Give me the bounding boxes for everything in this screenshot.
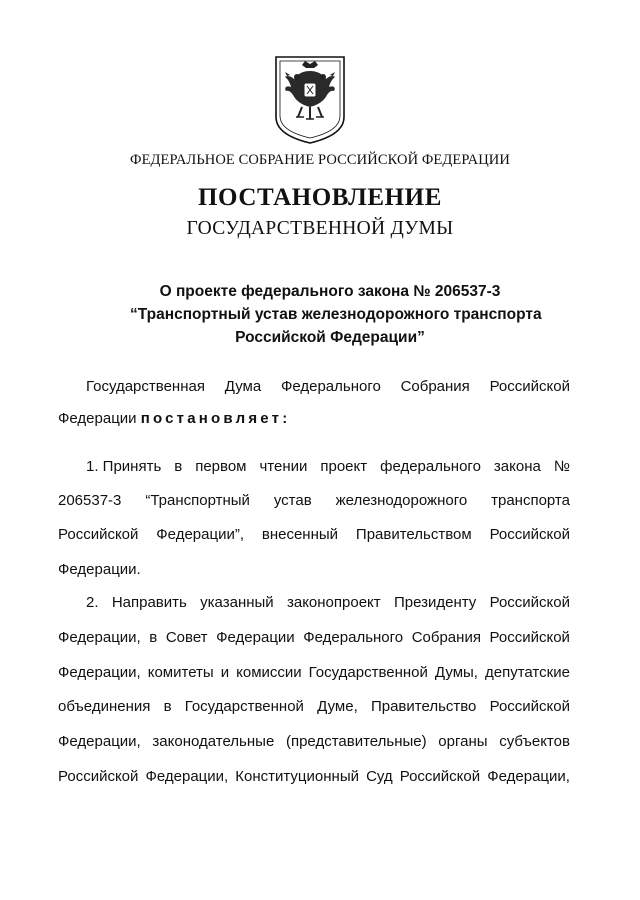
item-1-line: [58, 492, 570, 512]
word: Суд: [366, 768, 393, 785]
word: Российской: [58, 768, 139, 785]
word: 1. Принять: [86, 458, 162, 475]
word: законодательные: [152, 733, 275, 750]
item-2-line: [58, 629, 570, 649]
document-subject: [130, 280, 542, 349]
word: Думе,: [317, 698, 358, 715]
word: Федерации: [216, 629, 295, 646]
double-headed-eagle-icon: [274, 55, 346, 145]
word: Государственной: [308, 664, 428, 681]
word: первом: [195, 458, 247, 475]
word: Совет: [165, 629, 208, 646]
subject-line: Российской Федерации”: [235, 329, 425, 346]
word: Думы,: [434, 664, 478, 681]
word: 206537-3: [58, 492, 122, 509]
word: указанный: [200, 594, 274, 611]
word: и: [220, 664, 230, 681]
word: (представительные): [285, 733, 427, 750]
word: Федерации,: [487, 768, 570, 785]
word: Конституционный: [235, 768, 359, 785]
word: Государственной: [184, 698, 304, 715]
document-type-title: ПОСТАНОВЛЕНИЕ: [197, 184, 443, 211]
word: Российской: [489, 629, 570, 646]
word: внесенный: [261, 526, 339, 543]
word: Направить: [111, 594, 187, 611]
word: Федерации,: [58, 629, 141, 646]
item-1-line: [86, 458, 570, 478]
word: Федерации,: [58, 664, 141, 681]
word: проект: [320, 458, 368, 475]
word: Федерации”,: [156, 526, 244, 543]
item-2-line: [58, 698, 570, 718]
item-1-line: [58, 561, 570, 581]
word: Собрания: [411, 629, 481, 646]
word: Правительство: [370, 698, 477, 715]
word: закона: [493, 458, 541, 475]
subject-line: О проекте федерального закона № 206537-3: [159, 283, 501, 300]
resolution-verb: постановляет:: [140, 410, 291, 427]
word: в: [163, 698, 172, 715]
word: субъектов: [499, 733, 570, 750]
word: чтении: [259, 458, 308, 475]
organization-heading: ФЕДЕРАЛЬНОЕ СОБРАНИЕ РОССИЙСКОЙ ФЕДЕРАЦИИ: [130, 152, 510, 168]
word: устав: [273, 492, 312, 509]
word: в: [149, 629, 158, 646]
word: Федерации,: [58, 733, 141, 750]
item-2-line: [86, 594, 570, 614]
subject-line: “Транспортный устав железнодорожного транспорта: [130, 306, 542, 323]
word: Федерации: [58, 410, 137, 427]
word: Собрания: [400, 378, 470, 395]
word: депутатские: [485, 664, 570, 681]
word: комитеты: [147, 664, 214, 681]
word: Российской: [489, 378, 570, 395]
word: федерального: [380, 458, 481, 475]
word: в: [174, 458, 183, 475]
preamble-line: [86, 378, 570, 398]
word: Российской: [489, 526, 570, 543]
word: Российской: [399, 768, 481, 785]
word: Российской: [489, 594, 570, 611]
coat-of-arms-emblem: [274, 55, 346, 145]
word: “Транспортный: [145, 492, 250, 509]
word: Государственная: [86, 378, 205, 395]
item-2-line: [58, 733, 570, 753]
word: транспорта: [491, 492, 570, 509]
issuer-heading: ГОСУДАРСТВЕННОЙ ДУМЫ: [186, 218, 454, 239]
word: Федерации,: [145, 768, 229, 785]
word: железнодорожного: [335, 492, 468, 509]
item-2-line: [58, 768, 570, 788]
item-1-line: [58, 526, 570, 546]
word: комиссии: [236, 664, 302, 681]
word: №: [553, 458, 570, 475]
word: объединения: [58, 698, 151, 715]
word: Федерального: [303, 629, 404, 646]
word: законопроект: [286, 594, 381, 611]
word: Правительством: [355, 526, 472, 543]
item-2-line: [58, 664, 570, 684]
word: органы: [438, 733, 488, 750]
word: Федерации.: [58, 561, 141, 578]
word: 2.: [86, 594, 99, 611]
word: Российской: [489, 698, 570, 715]
word: Российской: [58, 526, 139, 543]
word: Дума: [224, 378, 262, 395]
preamble-line: [58, 410, 570, 430]
word: Федерального: [280, 378, 381, 395]
word: Президенту: [393, 594, 477, 611]
